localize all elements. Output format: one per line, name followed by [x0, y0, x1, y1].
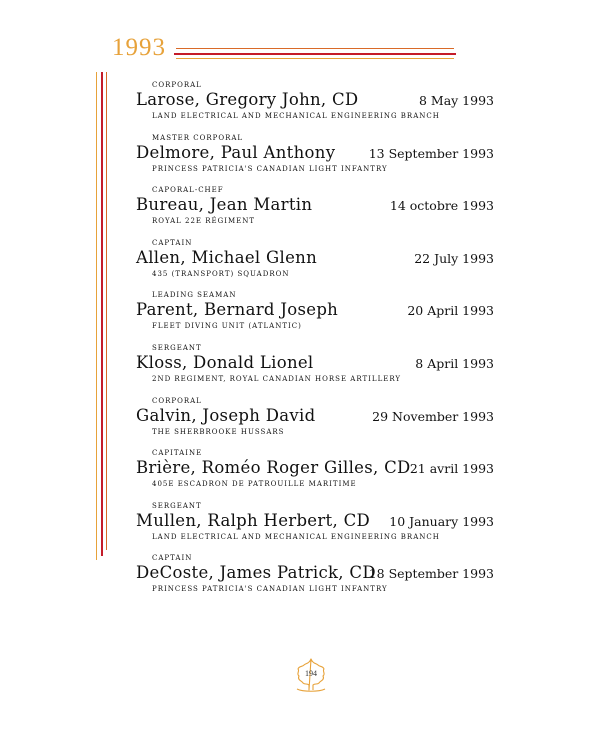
entry-unit: THE SHERBROOKE HUSSARS: [152, 427, 285, 436]
entry-date: 20 April 1993: [407, 303, 494, 319]
margin-rule-middle: [101, 72, 103, 556]
header-rule-bottom: [176, 58, 454, 59]
list-item: [136, 553, 500, 606]
entry-name: Bureau, Jean Martin: [136, 195, 313, 215]
entry-date: 22 July 1993: [414, 250, 494, 266]
list-item: [136, 448, 500, 501]
page-number: 194: [305, 669, 317, 678]
entry-date: 10 January 1993: [389, 513, 494, 529]
entries-list: [136, 80, 500, 606]
year-heading: 1993: [112, 34, 166, 61]
list-item: [136, 396, 500, 449]
entry-unit: PRINCESS PATRICIA'S CANADIAN LIGHT INFANTRY: [152, 164, 388, 173]
entry-unit: 405E ESCADRON DE PATROUILLE MARITIME: [152, 480, 357, 489]
entry-name: Parent, Bernard Joseph: [136, 300, 339, 320]
margin-rule-right: [106, 72, 107, 550]
list-item: [136, 501, 500, 554]
margin-rule-left: [96, 72, 97, 560]
entry-rank: MASTER CORPORAL: [152, 133, 244, 142]
entry-name: Galvin, Joseph David: [136, 405, 316, 425]
entry-unit: LAND ELECTRICAL AND MECHANICAL ENGINEERING BRANCH: [152, 532, 440, 541]
entry-rank: CAPORAL-CHEF: [152, 186, 224, 195]
list-item: [136, 290, 500, 343]
entry-rank: CAPITAINE: [152, 449, 203, 458]
entry-name: Mullen, Ralph Herbert, CD: [136, 510, 371, 530]
entry-name: DeCoste, James Patrick, CD: [136, 563, 376, 583]
entry-name: Allen, Michael Glenn: [136, 247, 317, 267]
entry-date: 14 octobre 1993: [389, 198, 494, 214]
list-item: [136, 185, 500, 238]
entry-rank: CORPORAL: [152, 396, 202, 405]
entry-name: Brière, Roméo Roger Gilles, CD: [136, 458, 411, 478]
entry-date: 29 November 1993: [372, 408, 494, 424]
list-item: [136, 133, 500, 186]
entry-date: 8 May 1993: [418, 93, 494, 108]
entry-name: Delmore, Paul Anthony: [136, 142, 336, 162]
entry-date: 21 avril 1993: [409, 461, 494, 477]
entry-rank: CAPTAIN: [152, 554, 193, 563]
entry-name: Kloss, Donald Lionel: [136, 352, 314, 372]
entry-rank: SERGEANT: [152, 501, 202, 510]
list-item: [136, 80, 500, 133]
entry-unit: FLEET DIVING UNIT (ATLANTIC): [152, 322, 302, 331]
entry-rank: CORPORAL: [152, 81, 202, 89]
list-item: [136, 238, 500, 291]
entry-rank: SERGEANT: [152, 343, 202, 352]
entry-rank: CAPTAIN: [152, 238, 193, 247]
entry-rank: LEADING SEAMAN: [152, 291, 237, 300]
entry-unit: 2ND REGIMENT, ROYAL CANADIAN HORSE ARTILLERY: [152, 374, 401, 383]
header-rule-middle: [174, 53, 456, 55]
entry-date: 13 September 1993: [368, 145, 494, 161]
entry-name: Larose, Gregory John, CD: [136, 90, 359, 109]
entry-unit: 435 (TRANSPORT) SQUADRON: [152, 269, 290, 278]
entry-unit: ROYAL 22E RÉGIMENT: [152, 217, 256, 226]
entry-date: 8 April 1993: [415, 355, 494, 371]
list-item: [136, 343, 500, 396]
header-rule-top: [176, 48, 454, 49]
entry-unit: PRINCESS PATRICIA'S CANADIAN LIGHT INFANTRY: [152, 585, 388, 594]
entry-unit: LAND ELECTRICAL AND MECHANICAL ENGINEERING BRANCH: [152, 112, 440, 120]
entry-date: 18 September 1993: [368, 566, 494, 582]
